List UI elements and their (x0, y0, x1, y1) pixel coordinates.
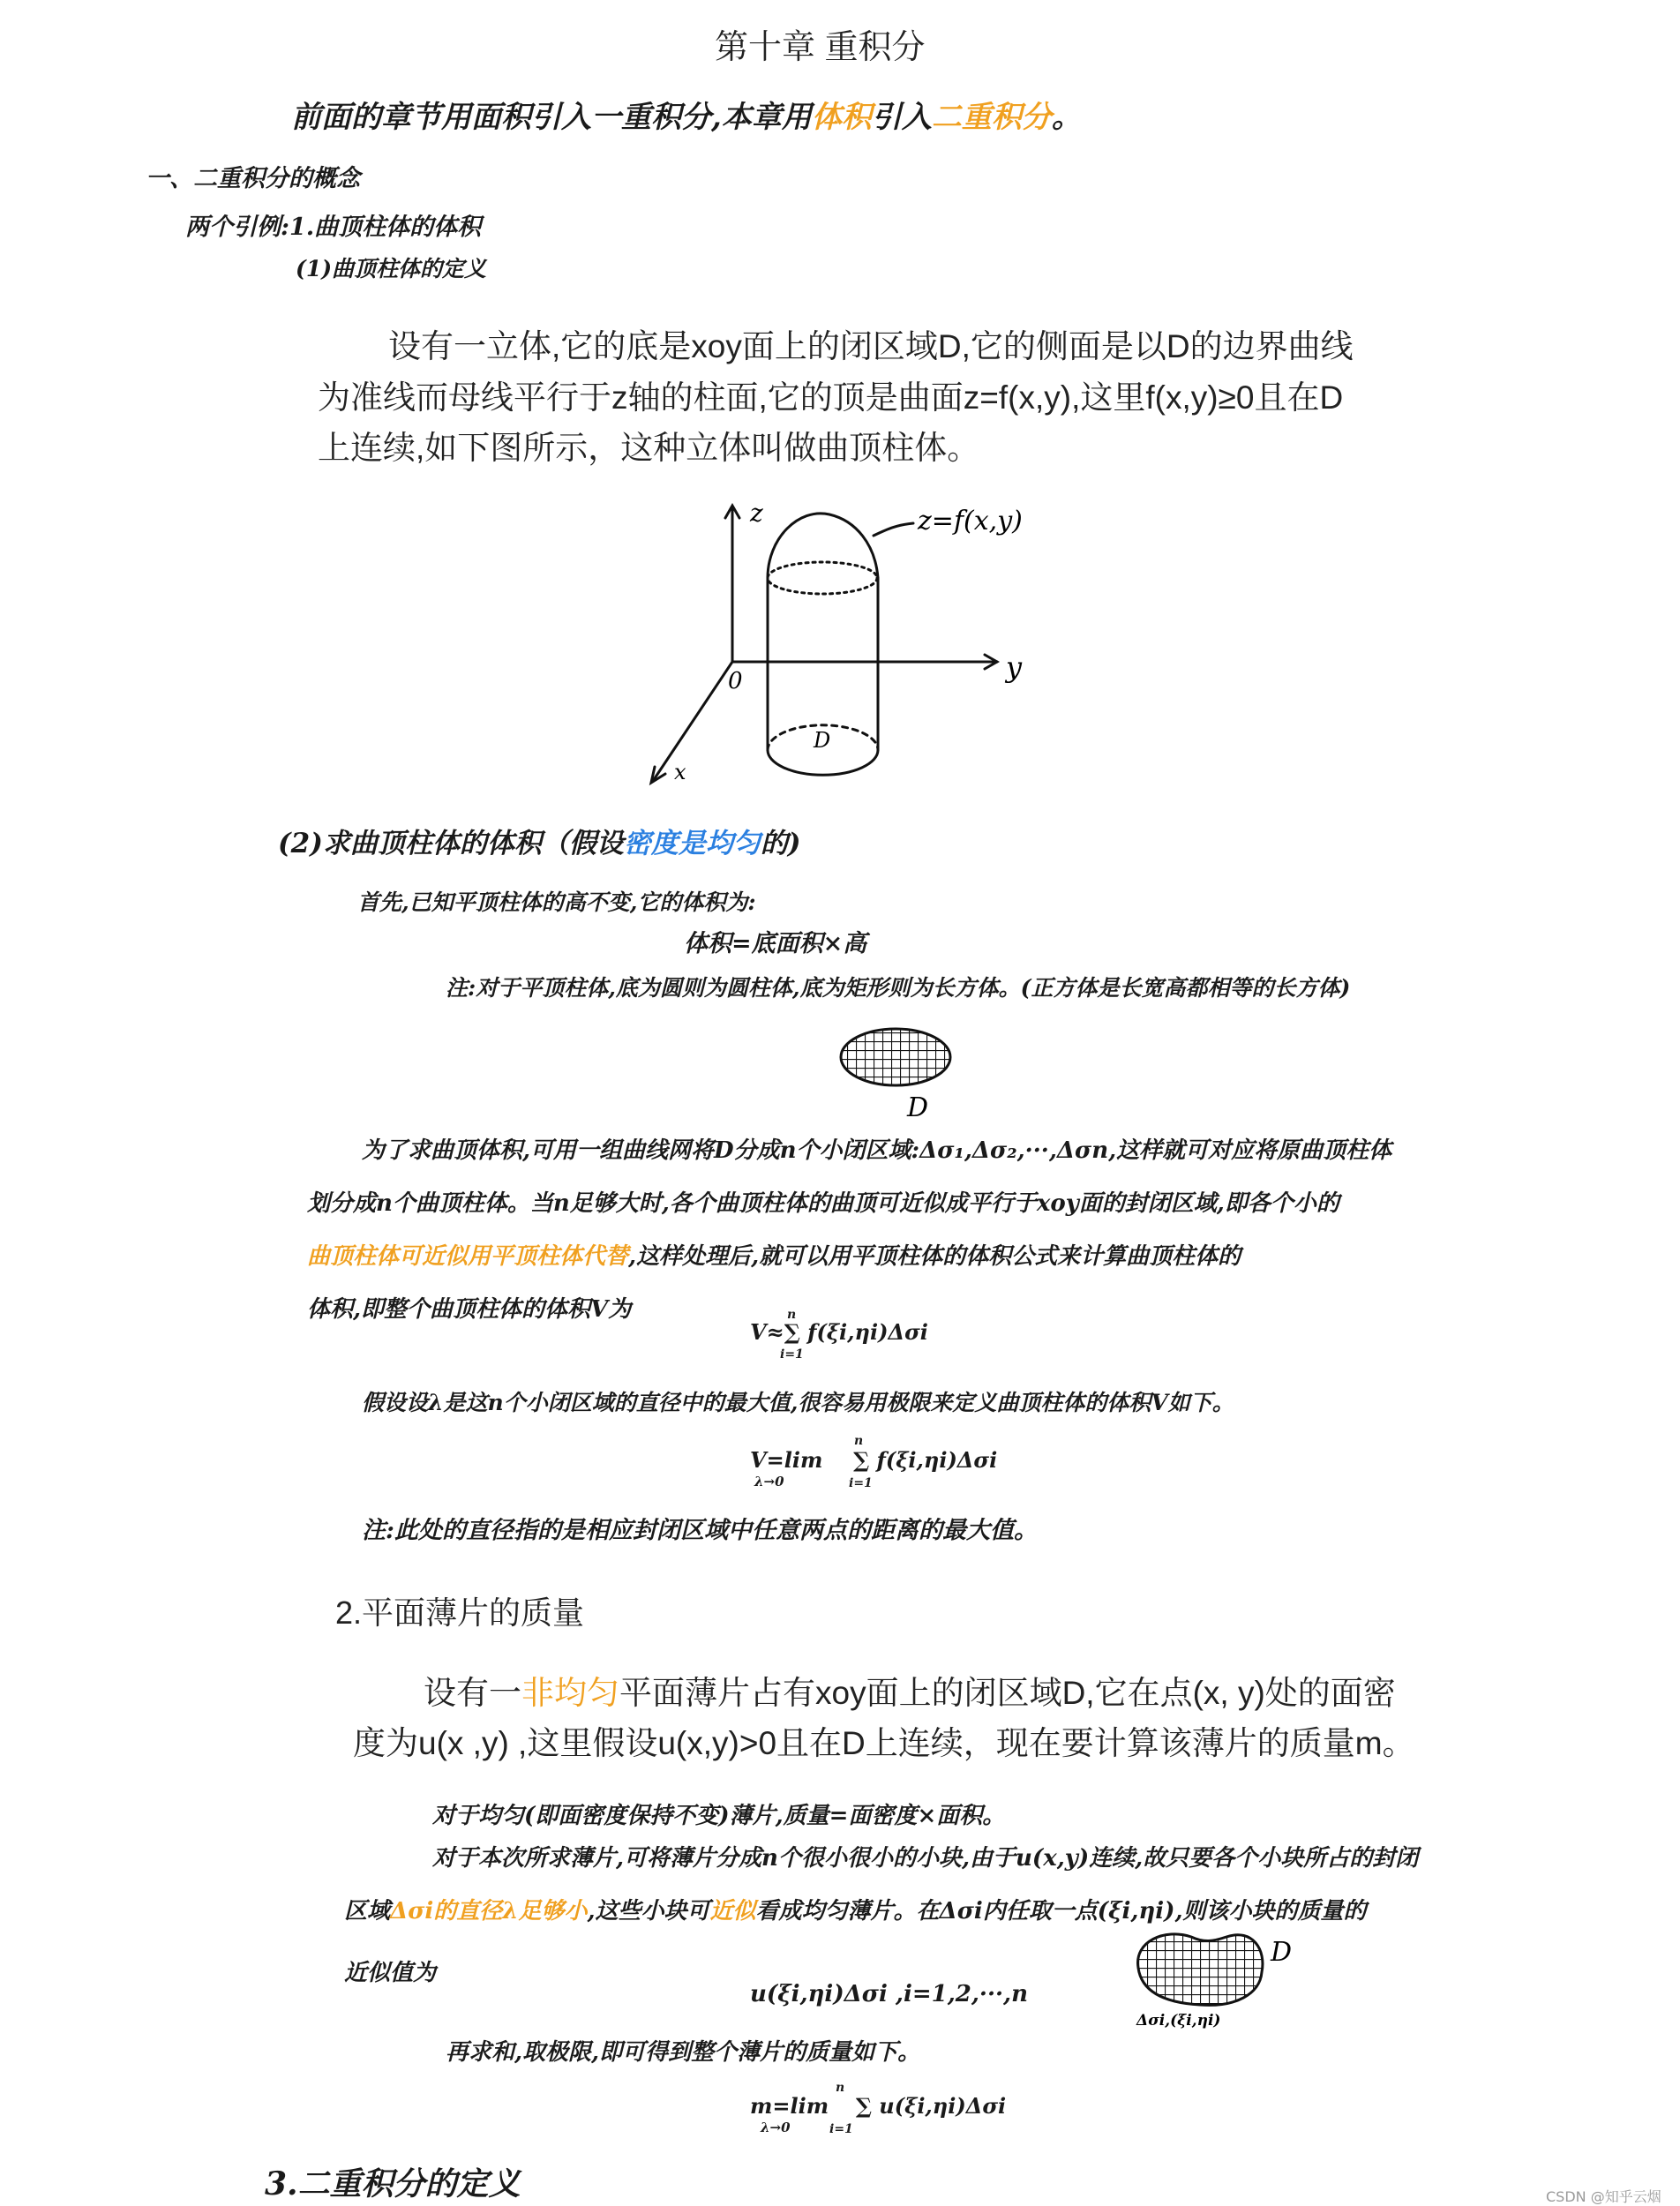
sum-formula (750, 1319, 928, 1345)
intro-highlight-volume: 体积 (811, 100, 872, 135)
hatched-region-figure (838, 1024, 979, 1129)
mass-highlight-approx: 近似 (709, 1898, 756, 1925)
mass-formula-under: λ→0 (761, 2120, 791, 2135)
origin-label: 0 (728, 668, 743, 694)
paragraph-2-line-2: 划分成n个曲顶柱体。当n足够大时,各个曲顶柱体的曲顶可近似成平行于xoy面的封闭区域,即各个小的 (307, 1190, 1339, 1217)
mass-line-2: 对于本次所求薄片,可将薄片分成n个很小很小的小块,由于u(x,y)连续,故只要各个小块所占的封闭 (432, 1845, 1419, 1872)
limit-upper: n (854, 1434, 864, 1448)
mass-formula-left: m=lim (750, 2093, 829, 2119)
hatched-region-d (841, 1029, 950, 1085)
sum-lower-limit: i=1 (780, 1347, 804, 1362)
lambda-text: 假设设λ是这n个小闭区域的直径中的最大值,很容易用极限来定义曲顶柱体的体积V如下。 (362, 1390, 1234, 1415)
region-d-label-3: D (1271, 1937, 1293, 1968)
mass-formula-sum: ∑ (855, 2093, 872, 2119)
definition-label: (1)曲顶柱体的定义 (296, 256, 487, 281)
surface-label: z=f(x,y) (918, 506, 1023, 536)
page-title: 第十章 重积分 (715, 29, 926, 66)
curved-top-surface (768, 514, 878, 578)
limit-formula (750, 1447, 997, 1473)
intro-line (291, 93, 1082, 136)
sum-formula-body: V≈∑ f(ξi,ηi)Δσi (750, 1319, 928, 1345)
paragraph-2-line-3 (307, 1238, 1241, 1271)
z-label: z (750, 499, 763, 528)
mass-line-3 (344, 1893, 1367, 1925)
mass-line3-part2: ,这些小块可 (587, 1898, 710, 1925)
limit-left: V=lim (750, 1447, 823, 1473)
paragraph-2-line-1: 为了求曲顶体积,可用一组曲线网将D分成n个小闭区域:Δσ₁,Δσ₂,···,Δσn,这样就可对应将原曲顶柱体 (362, 1137, 1392, 1164)
section2-heading: 2.平面薄片的质量 (335, 1594, 585, 1631)
paragraph-1-line-1: 设有一立体,它的底是xoy面上的闭区域D,它的侧面是以D的边界曲线 (388, 328, 1354, 364)
intro-highlight-double-integral: 二重积分 (931, 100, 1052, 135)
sub2-highlight-uniform-density: 密度是均匀 (623, 828, 761, 859)
sum-upper-limit: n (787, 1308, 797, 1322)
limit-under: λ→0 (754, 1474, 784, 1489)
hatched-blob-d (1138, 1934, 1263, 2005)
two-examples-label: 两个引例:1.曲顶柱体的体积 (185, 214, 482, 241)
x-label: x (674, 760, 686, 784)
top-ellipse (768, 562, 877, 594)
surface-leader-line (874, 523, 913, 536)
paragraph-1-line-3: 上连续,如下图所示，这种立体叫做曲顶柱体。 (318, 430, 980, 466)
mass-formula-body: u(ξi,ηi)Δσi (879, 2093, 1007, 2119)
paragraph-3-line-1 (424, 1666, 1396, 1714)
region-d-label: D (814, 728, 831, 753)
flat-top-text: 首先,已知平顶柱体的高不变,它的体积为: (357, 889, 756, 915)
mass-sum-text: 再求和,取极限,即可得到整个薄片的质量如下。 (446, 2039, 921, 2066)
region-d-label-2: D (907, 1092, 929, 1123)
section1-heading: 一、二重积分的概念 (146, 165, 360, 192)
hatched-region-figure-3 (1129, 1924, 1306, 2038)
mass-formula (750, 2093, 1006, 2119)
volume-formula: 体积=底面积×高 (684, 930, 867, 957)
intro-part3: 。 (1051, 100, 1082, 135)
limit-lower: i=1 (849, 1476, 873, 1490)
note-1: 注:对于平顶柱体,底为圆则为圆柱体,底为矩形则为长方体。(正方体是长宽高都相等的长方体) (446, 975, 1351, 1001)
intro-part2: 引入 (871, 100, 932, 135)
paragraph-2-line-4: 体积,即整个曲顶柱体的体积V为 (307, 1296, 632, 1323)
para2-highlight: 曲顶柱体可近似用平顶柱体代替 (307, 1243, 629, 1270)
mass-line3-part1: 区域 (344, 1898, 391, 1925)
limit-sum-symbol: ∑ (853, 1447, 870, 1473)
para3-part1: 设有一 (424, 1675, 521, 1711)
para2-line3-rest: ,这样处理后,就可以用平顶柱体的体积公式来计算曲顶柱体的 (628, 1243, 1241, 1270)
mass-line-4: 近似值为 (344, 1960, 437, 1986)
base-ellipse-front (768, 750, 878, 775)
mass-line-1: 对于均匀(即面密度保持不变)薄片,质量=面密度×面积。 (432, 1803, 1006, 1829)
y-label: y (1006, 650, 1023, 684)
note-2: 注:此处的直径指的是相应封闭区域中任意两点的距离的最大值。 (362, 1517, 1038, 1544)
curved-top-cylinder-figure (618, 490, 1147, 807)
watermark: CSDN @知乎云烟 (1546, 2188, 1661, 2205)
para3-highlight-nonuniform: 非均匀 (521, 1675, 619, 1711)
mass-formula-upper: n (836, 2081, 845, 2095)
limit-body: f(ξi,ηi)Δσi (876, 1447, 998, 1473)
sub2-part1: (2)求曲顶柱体的体积（假设 (278, 828, 624, 859)
section3-heading: 3.二重积分的定义 (265, 2165, 521, 2202)
x-axis (653, 662, 732, 781)
subsection-2-heading (278, 821, 801, 860)
mass-highlight-diameter: Δσi的直径λ足够小 (390, 1898, 588, 1925)
mass-approx-formula: u(ξi,ηi)Δσi ,i=1,2,···,n (750, 1981, 1028, 2007)
blob-caption: Δσi,(ξi,ηi) (1136, 2012, 1221, 2030)
para3-part2: 平面薄片占有xoy面上的闭区域D,它在点(x, y)处的面密 (619, 1675, 1396, 1711)
intro-part1: 前面的章节用面积引入一重积分,本章用 (291, 100, 812, 135)
mass-line3-part3: 看成均匀薄片。在Δσi内任取一点(ξi,ηi),则该小块的质量的 (755, 1898, 1367, 1925)
mass-formula-lower: i=1 (829, 2122, 853, 2136)
paragraph-1-line-2: 为准线而母线平行于z轴的柱面,它的顶是曲面z=f(x,y),这里f(x,y)≥0且在D (318, 379, 1344, 416)
paragraph-3-line-2: 度为u(x ,y) ,这里假设u(x,y)>0且在D上连续，现在要计算该薄片的质量m。 (353, 1725, 1415, 1761)
sub2-part2: 的) (760, 828, 801, 859)
